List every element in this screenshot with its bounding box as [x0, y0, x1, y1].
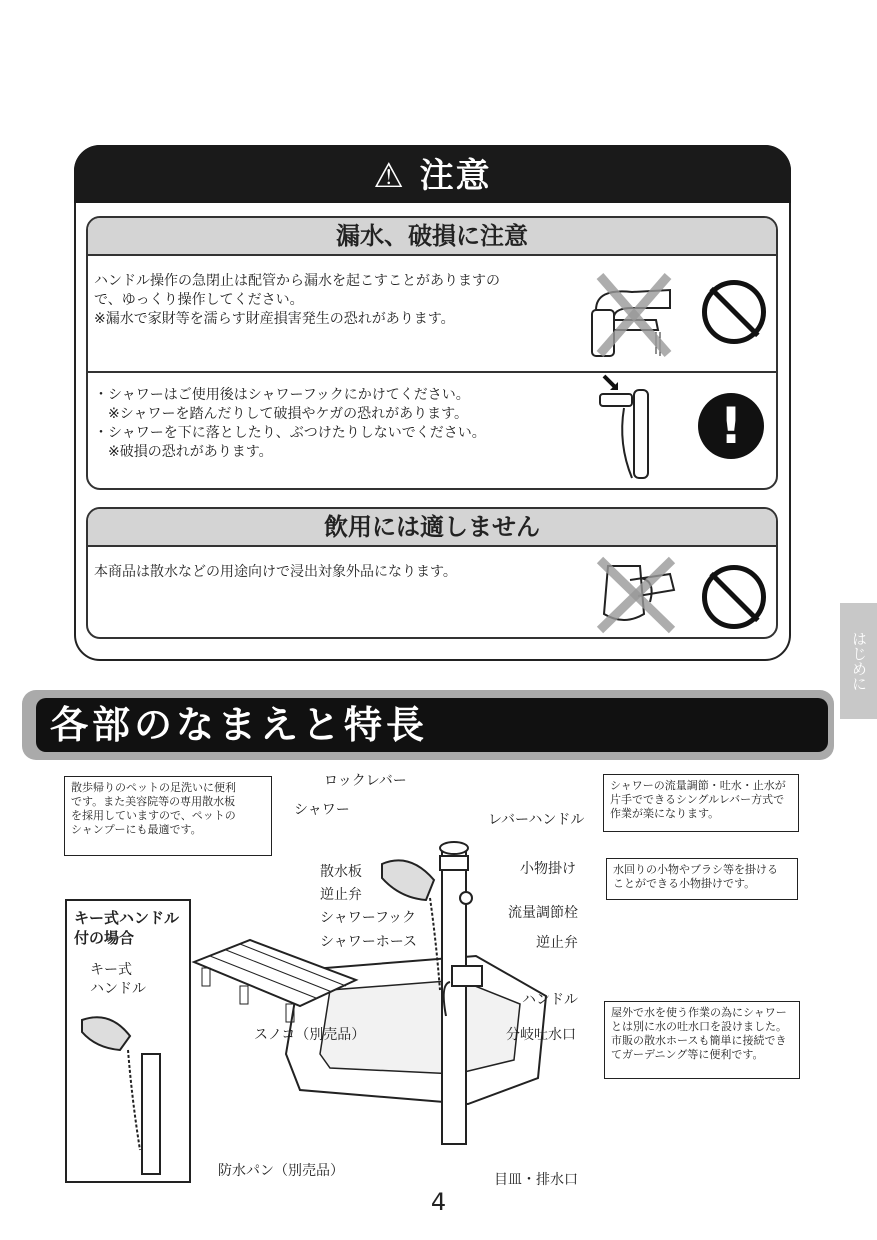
warning-triangle-icon: ⚠: [373, 156, 406, 196]
shower-hook-illustration: [594, 374, 658, 480]
caution-text: ハンドル操作の急閉止は配管から漏水を起こすことがありますの で、ゆっくり操作してください。 ※漏水で家財等を濡らす財産損害発生の恐れがあります。: [94, 273, 500, 327]
mandatory-icon: !: [698, 393, 764, 459]
page-number: 4: [430, 1188, 447, 1216]
caution-text: ・シャワーはご使用後はシャワーフックにかけてください。 ※シャワーを踏んだりして破損やケガの恐れがあります。 ・シャワーを下に落としたり、ぶつけたりしないでください。 ※破損の恐れがあります。: [94, 387, 486, 460]
note-hook: 水回りの小物やブラシ等を掛ける ことができる小物掛けです。: [606, 858, 798, 900]
section-heading: 飲用には適しません: [88, 509, 776, 547]
label-handle: ハンドル: [522, 992, 578, 1008]
label-lock-lever: ロックレバー: [324, 773, 407, 789]
prohibition-icon: [702, 565, 766, 629]
label-branch-outlet: 分岐吐水口: [506, 1027, 576, 1043]
note-shower: 散歩帰りのペットの足洗いに便利 です。また美容院等の専用散水板 を採用していますので、ペットの シャンプーにも最適です。: [64, 776, 272, 856]
label-waterproof-pan: 防水パン（別売品）: [218, 1163, 344, 1179]
side-tab: はじめに: [840, 603, 877, 719]
label-spray-plate: 散水板: [320, 864, 362, 880]
label-check-valve: 逆止弁: [536, 935, 578, 951]
caution-title: ⚠ 注意: [373, 156, 492, 196]
caution-text: 本商品は散水などの用途向けで浸出対象外品になります。: [94, 564, 457, 580]
label-shower-hose: シャワーホース: [320, 934, 418, 950]
pitcher-illustration: [590, 556, 680, 634]
prohibition-icon: [702, 280, 766, 344]
label-lever-handle: レバーハンドル: [488, 812, 585, 828]
label-sunoko: スノコ（別売品）: [254, 1027, 366, 1043]
divider: [88, 371, 776, 373]
label-shower-hook: シャワーフック: [320, 910, 417, 926]
key-handle-title: キー式ハンドル 付の場合: [74, 909, 180, 947]
label-check-valve: 逆止弁: [320, 887, 362, 903]
note-lever: シャワーの流量調節・吐水・止水が 片手でできるシングルレバー方式で 作業が楽になります。: [603, 774, 799, 832]
label-small-hook: 小物掛け: [520, 861, 576, 877]
label-shower: シャワー: [294, 802, 350, 818]
note-outlet: 屋外で水を使う作業の為にシャワー とは別に水の吐水口を設けました。 市販の散水ホースも簡単に接続でき てガーデニング等に便利です。: [604, 1001, 800, 1079]
lever-hand-illustration: [586, 268, 682, 360]
label-drain: 目皿・排水口: [494, 1172, 578, 1188]
section-heading: 漏水、破損に注意: [88, 218, 776, 256]
section-title: 各部のなまえと特長: [36, 698, 828, 752]
key-handle-label: キー式 ハンドル: [90, 962, 146, 997]
label-flow-valve: 流量調節栓: [508, 905, 578, 921]
